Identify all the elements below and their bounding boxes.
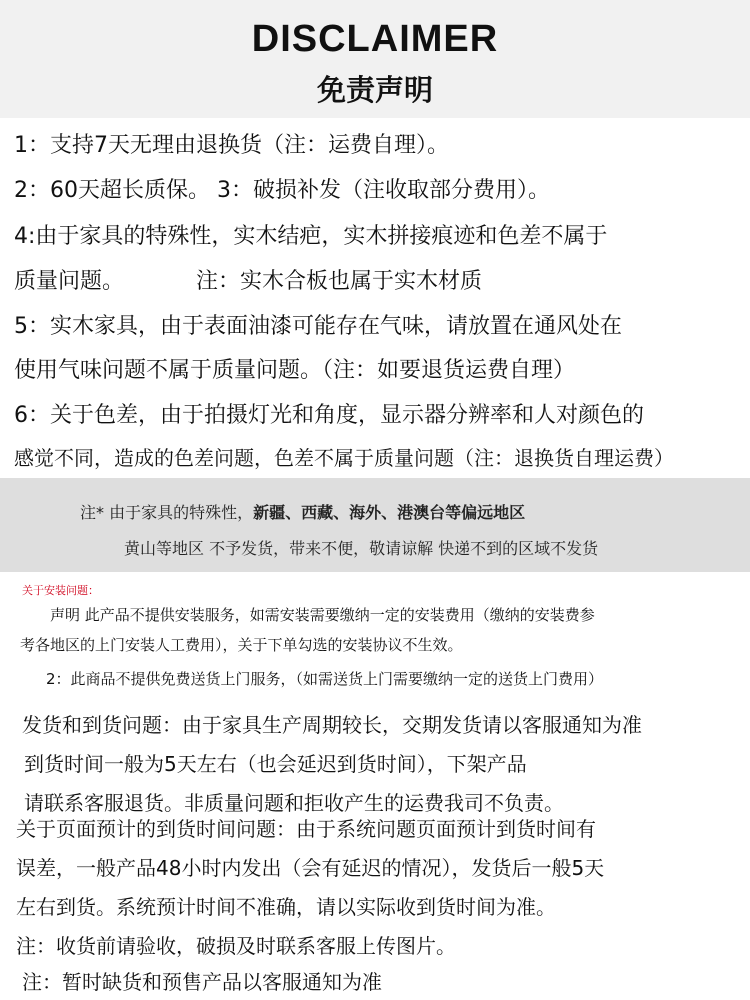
notice-regions: 新疆、西藏、海外、港澳台等偏远地区 [253, 503, 526, 522]
term-4: 4:由于家具的特殊性，实木结疤，实木拼接痕迹和色差不属于 [14, 224, 608, 249]
delivery-line-6: 左右到货。系统预计时间不准确，请以实际收到货时间为准。 [16, 895, 556, 919]
install-heading: 关于安装问题： [22, 584, 99, 597]
term-6-cont: 感觉不同，造成的色差问题，色差不属于质量问题（注：退换货自理运费） [14, 446, 674, 470]
term-1: 1：支持7天无理由退换货（注：运费自理）。 [14, 133, 449, 158]
delivery-line-3: 请联系客服退货。非质量问题和拒收产生的运费我司不负责。 [24, 791, 564, 815]
delivery-line-1: 发货和到货问题：由于家具生产周期较长，交期发货请以客服通知为准 [22, 713, 642, 737]
notice-line-1 [80, 500, 525, 523]
install-line-2: 考各地区的上门安装人工费用），关于下单勾选的安装协议不生效。 [20, 636, 463, 654]
title-english: DISCLAIMER [251, 18, 499, 60]
term-5: 5：实木家具，由于表面油漆可能存在气味，请放置在通风处在 [14, 314, 622, 339]
title-chinese: 免责声明 [316, 73, 433, 107]
delivery-line-5: 误差，一般产品48小时内发出（会有延迟的情况），发货后一般5天 [16, 856, 605, 880]
notice-line-2: 黄山等地区 不予发货，带来不便，敬请谅解 快递不到的区域不发货 [124, 539, 599, 558]
remote-region-notice [0, 478, 750, 572]
install-line-3: 2：此商品不提供免费送货上门服务，（如需送货上门需要缴纳一定的送货上门费用） [46, 670, 604, 688]
term-6: 6：关于色差，由于拍摄灯光和角度，显示器分辨率和人对颜色的 [14, 403, 644, 428]
term-5-cont: 使用气味问题不属于质量问题。（注：如要退货运费自理） [14, 358, 576, 383]
term-2-3: 2：60天超长质保。 3：破损补发（注收取部分费用）。 [14, 178, 550, 203]
delivery-line-8: 注：暂时缺货和预售产品以客服通知为准 [22, 970, 382, 994]
term-4-cont: 质量问题。 [14, 269, 125, 294]
term-4-note: 注：实木合板也属于实木材质 [196, 269, 483, 294]
install-line-1: 声明 此产品不提供安装服务，如需安装需要缴纳一定的安装费用（缴纳的安装费参 [50, 606, 595, 624]
notice-prefix: 注* 由于家具的特殊性， [80, 503, 254, 522]
delivery-line-2: 到货时间一般为5天左右（也会延迟到货时间），下架产品 [24, 752, 527, 776]
header-banner [0, 0, 750, 118]
delivery-line-4: 关于页面预计的到货时间问题：由于系统问题页面预计到货时间有 [16, 817, 596, 841]
delivery-line-7: 注：收货前请验收，破损及时联系客服上传图片。 [16, 934, 456, 958]
